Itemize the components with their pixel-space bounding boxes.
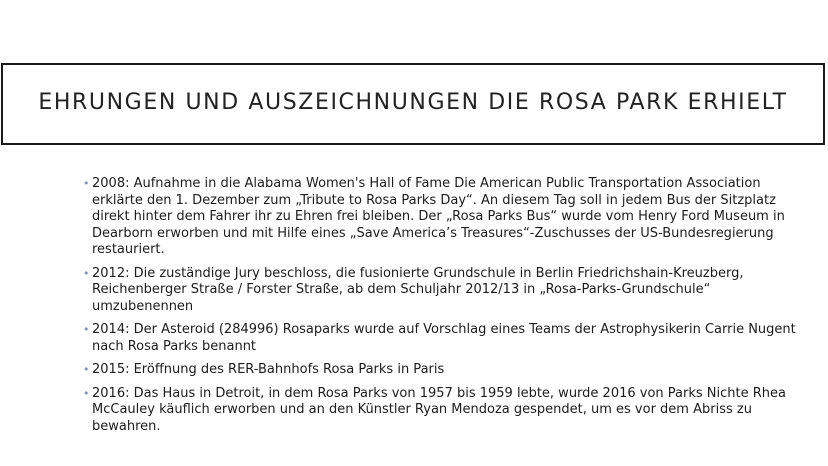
bullet-list	[83, 176, 812, 442]
bullet-text: 2014: Der Asteroid (284996) Rosaparks wurde auf Vorschlag eines Teams der Astrophysikerin Carrie Nugent nach Rosa Parks benannt	[92, 322, 796, 354]
slide-title: EHRUNGEN UND AUSZEICHNUNGEN DIE ROSA PARK ERHIELT	[38, 89, 788, 115]
bullet-text: 2015: Eröffnung des RER-Bahnhofs Rosa Parks in Paris	[92, 362, 445, 377]
bullet-item	[83, 322, 812, 355]
bullet-item	[83, 362, 812, 379]
title-box	[1, 63, 825, 145]
bullet-icon: •	[83, 386, 90, 400]
bullet-item	[83, 385, 812, 436]
bullet-text: 2008: Aufnahme in die Alabama Women's Hall of Fame Die American Public Transportation Association erklärte den 1. Dezember zum „Tribute to Rosa Parks Day“. An diesem Tag soll in jedem Bus der Sitzplatz direkt hinter dem Fahrer ihr zu Ehren frei bleiben. Der „Rosa Parks Bus“ wurde vom Henry Ford Museum in Dearborn erworben und mit Hilfe eines „Save America’s Treasures“-Zuschusses der US-Bundesregierung restauriert.	[92, 176, 785, 257]
bullet-icon: •	[83, 266, 90, 280]
bullet-text: 2016: Das Haus in Detroit, in dem Rosa Parks von 1957 bis 1959 lebte, wurde 2016 von Parks Nichte Rhea McCauley käuflich erworben und an den Künstler Ryan Mendoza gespendet, um es vor dem Abriss zu bewahren.	[92, 385, 786, 434]
bullet-item	[83, 176, 812, 259]
bullet-item	[83, 265, 812, 316]
bullet-icon: •	[83, 177, 90, 190]
bullet-icon: •	[83, 323, 90, 336]
bullet-text: 2012: Die zuständige Jury beschloss, die fusionierte Grundschule in Berlin Friedrichshain-Kreuzberg, Reichenberger Straße / Forster Straße, ab dem Schuljahr 2012/13 in „Rosa-Parks-Grundschule“ umzubenennen	[92, 265, 744, 314]
bullet-icon: •	[83, 363, 90, 376]
